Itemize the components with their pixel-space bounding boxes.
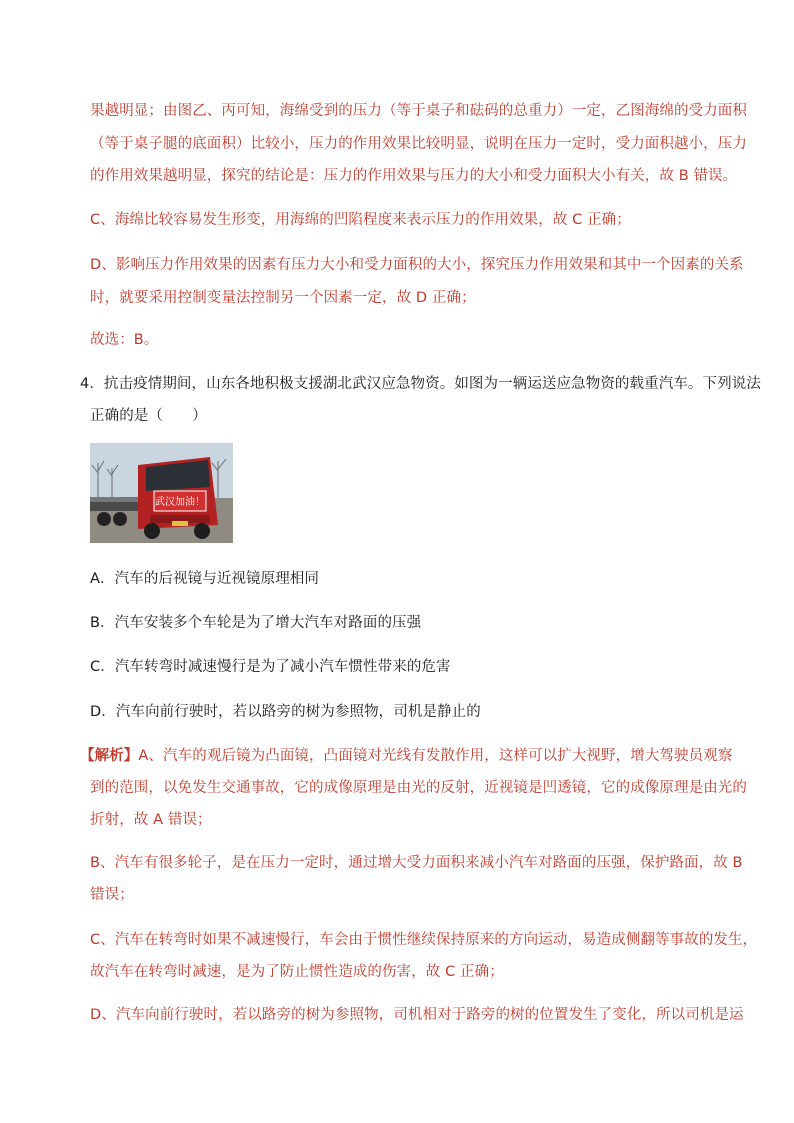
option-d: D．汽车向前行驶时，若以路旁的树为参照物，司机是静止的 <box>90 704 481 720</box>
option-b: B．汽车安装多个车轮是为了增大汽车对路面的压强 <box>90 615 422 631</box>
truck-photo <box>90 443 233 543</box>
analysis-label: 【解析】 <box>80 748 139 764</box>
text-line: D、汽车向前行驶时，若以路旁的树为参照物，司机相对于路旁的树的位置发生了变化，所以司机是运 <box>90 1007 744 1023</box>
option-c: C．汽车转弯时减速慢行是为了减小汽车惯性带来的危害 <box>90 659 451 675</box>
text-line: D、影响压力作用效果的因素有压力大小和受力面积的大小，探究压力作用效果和其中一个因素的关系 <box>90 257 744 273</box>
text-line: B、汽车有很多轮子，是在压力一定时，通过增大受力面积来减小汽车对路面的压强，保护路面，故 B <box>90 855 743 871</box>
text-line: （等于桌子腿的底面积）比较小，压力的作用效果比较明显，说明在压力一定时，受力面积越小，压力 <box>90 136 747 152</box>
text-line: 故选：B。 <box>90 332 159 348</box>
text-line: 错误； <box>90 887 134 903</box>
text-line: C、海绵比较容易发生形变，用海绵的凹陷程度来表示压力的作用效果，故 C 正确； <box>90 212 631 228</box>
analysis-text: A、汽车的观后镜为凸面镜，凸面镜对光线有发散作用，这样可以扩大视野，增大驾驶员观察 <box>138 748 733 764</box>
analysis-line <box>80 746 732 766</box>
text-line: 故汽车在转弯时减速，是为了防止惯性造成的伤害，故 C 正确； <box>90 964 504 980</box>
banner-text: 武汉加油！ <box>155 497 205 508</box>
truck-illustration <box>90 443 233 543</box>
text-line: C、汽车在转弯时如果不减速慢行，车会由于惯性继续保持原来的方向运动，易造成侧翻等事故的发生， <box>90 932 758 948</box>
text-line: 时，就要采用控制变量法控制另一个因素一定，故 D 正确； <box>90 290 476 306</box>
text-line: 的作用效果越明显，探究的结论是：压力的作用效果与压力的大小和受力面积大小有关，故 B 错误。 <box>90 168 738 184</box>
question-stem: 正确的是（ ） <box>90 408 207 424</box>
option-a: A．汽车的后视镜与近视镜原理相同 <box>90 571 320 587</box>
text-line: 到的范围，以免发生交通事故，它的成像原理是由光的反射，近视镜是凹透镜，它的成像原理是由光的 <box>90 780 747 796</box>
text-line: 折射，故 A 错误； <box>90 812 212 828</box>
question-stem: 4．抗击疫情期间，山东各地积极支援湖北武汉应急物资。如图为一辆运送应急物资的载重汽车。下列说法 <box>80 376 761 392</box>
text-line: 果越明显；由图乙、丙可知，海绵受到的压力（等于桌子和砝码的总重力）一定，乙图海绵的受力面积 <box>90 103 747 119</box>
